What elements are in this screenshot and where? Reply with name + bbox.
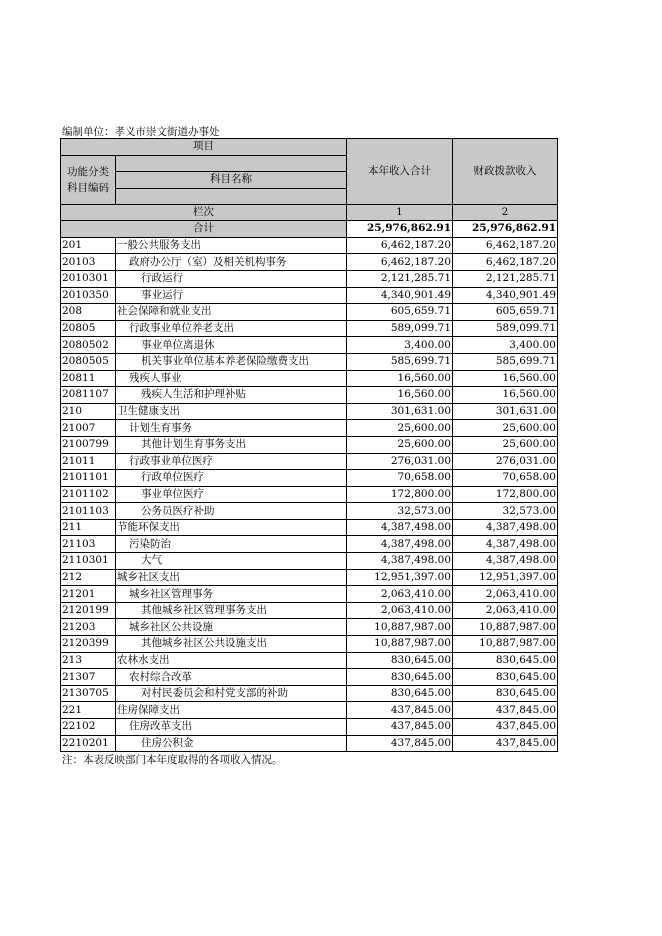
name-cell: 行政事业单位养老支出 xyxy=(116,320,347,337)
fiscal-value-cell: 16,560.00 xyxy=(453,387,558,404)
total-income-header: 本年收入合计 xyxy=(347,139,453,205)
name-cell: 残疾人事业 xyxy=(116,370,347,387)
fiscal-value-cell: 4,340,901.49 xyxy=(453,287,558,304)
code-cell: 2101103 xyxy=(61,503,116,520)
table-row xyxy=(61,519,558,536)
income-value-cell: 70,658.00 xyxy=(347,470,453,487)
table-row xyxy=(61,553,558,570)
table-row xyxy=(61,486,558,503)
table-row xyxy=(61,735,558,752)
income-value-cell: 10,887,987.00 xyxy=(347,619,453,636)
income-value-cell: 605,659.71 xyxy=(347,304,453,321)
income-value-cell: 2,121,285.71 xyxy=(347,270,453,287)
code-cell: 2010350 xyxy=(61,287,116,304)
item-header: 项目 xyxy=(61,139,347,156)
compiling-unit: 编制单位：孝义市崇文街道办事处 xyxy=(62,126,220,138)
total-value-income: 25,976,862.91 xyxy=(347,221,453,238)
fiscal-value-cell: 437,845.00 xyxy=(453,702,558,719)
code-cell: 201 xyxy=(61,237,116,254)
code-cell: 21011 xyxy=(61,453,116,470)
table-row xyxy=(61,685,558,702)
fiscal-value-cell: 830,645.00 xyxy=(453,669,558,686)
name-cell: 事业运行 xyxy=(116,287,347,304)
income-value-cell: 25,600.00 xyxy=(347,420,453,437)
income-value-cell: 2,063,410.00 xyxy=(347,586,453,603)
table-row xyxy=(61,304,558,321)
name-cell: 城乡社区管理事务 xyxy=(116,586,347,603)
name-cell: 行政事业单位医疗 xyxy=(116,453,347,470)
fiscal-value-cell: 6,462,187.20 xyxy=(453,237,558,254)
income-value-cell: 32,573.00 xyxy=(347,503,453,520)
name-cell: 卫生健康支出 xyxy=(116,403,347,420)
fiscal-value-cell: 830,645.00 xyxy=(453,685,558,702)
fiscal-value-cell: 12,951,397.00 xyxy=(453,569,558,586)
table-row xyxy=(61,719,558,736)
code-cell: 213 xyxy=(61,652,116,669)
code-cell: 211 xyxy=(61,519,116,536)
table-row xyxy=(61,254,558,271)
table-row xyxy=(61,237,558,254)
code-cell: 2010301 xyxy=(61,270,116,287)
fiscal-value-cell: 10,887,987.00 xyxy=(453,619,558,636)
fiscal-header: 财政拨款收入 xyxy=(453,139,558,205)
name-cell: 残疾人生活和护理补贴 xyxy=(116,387,347,404)
code-cell: 221 xyxy=(61,702,116,719)
code-cell: 210 xyxy=(61,403,116,420)
table-row xyxy=(61,420,558,437)
income-table-body xyxy=(61,139,558,752)
seq-row xyxy=(61,204,558,221)
income-value-cell: 10,887,987.00 xyxy=(347,636,453,653)
income-value-cell: 16,560.00 xyxy=(347,387,453,404)
income-value-cell: 3,400.00 xyxy=(347,337,453,354)
income-value-cell: 4,387,498.00 xyxy=(347,536,453,553)
code-cell: 2101102 xyxy=(61,486,116,503)
table-row xyxy=(61,586,558,603)
code-cell: 21007 xyxy=(61,420,116,437)
code-cell: 2080505 xyxy=(61,353,116,370)
spacer-cell xyxy=(116,188,347,204)
name-cell: 污染防治 xyxy=(116,536,347,553)
code-cell: 22102 xyxy=(61,719,116,736)
income-value-cell: 301,631.00 xyxy=(347,403,453,420)
income-value-cell: 589,099.71 xyxy=(347,320,453,337)
name-cell: 城乡社区支出 xyxy=(116,569,347,586)
income-value-cell: 172,800.00 xyxy=(347,486,453,503)
table-row xyxy=(61,370,558,387)
code-cell: 208 xyxy=(61,304,116,321)
table-row xyxy=(61,470,558,487)
code-cell: 2081107 xyxy=(61,387,116,404)
income-value-cell: 2,063,410.00 xyxy=(347,602,453,619)
table-row xyxy=(61,569,558,586)
code-cell: 21103 xyxy=(61,536,116,553)
fiscal-value-cell: 32,573.00 xyxy=(453,503,558,520)
fiscal-value-cell: 437,845.00 xyxy=(453,735,558,752)
income-value-cell: 4,387,498.00 xyxy=(347,519,453,536)
income-value-cell: 830,645.00 xyxy=(347,669,453,686)
name-cell: 公务员医疗补助 xyxy=(116,503,347,520)
income-value-cell: 6,462,187.20 xyxy=(347,254,453,271)
code-cell: 2110301 xyxy=(61,553,116,570)
table-row xyxy=(61,619,558,636)
fiscal-value-cell: 437,845.00 xyxy=(453,719,558,736)
income-table xyxy=(60,138,558,752)
income-value-cell: 276,031.00 xyxy=(347,453,453,470)
table-row xyxy=(61,652,558,669)
name-cell: 住房公积金 xyxy=(116,735,347,752)
footnote: 注：本表反映部门本年度取得的各项收入情况。 xyxy=(62,754,283,766)
fiscal-value-cell: 276,031.00 xyxy=(453,453,558,470)
income-value-cell: 25,600.00 xyxy=(347,436,453,453)
income-value-cell: 4,387,498.00 xyxy=(347,553,453,570)
table-row xyxy=(61,403,558,420)
code-cell: 2080502 xyxy=(61,337,116,354)
table-row xyxy=(61,702,558,719)
income-value-cell: 6,462,187.20 xyxy=(347,237,453,254)
name-cell: 住房改革支出 xyxy=(116,719,347,736)
code-cell: 2101101 xyxy=(61,470,116,487)
code-cell: 20103 xyxy=(61,254,116,271)
header-row-1 xyxy=(61,139,558,156)
table-row xyxy=(61,320,558,337)
name-cell: 行政运行 xyxy=(116,270,347,287)
fiscal-value-cell: 172,800.00 xyxy=(453,486,558,503)
name-cell: 计划生育事务 xyxy=(116,420,347,437)
table-row xyxy=(61,602,558,619)
table-row xyxy=(61,636,558,653)
seq-2: 2 xyxy=(453,204,558,221)
table-row xyxy=(61,503,558,520)
name-cell: 其他计划生育事务支出 xyxy=(116,436,347,453)
code-cell: 2120199 xyxy=(61,602,116,619)
fiscal-value-cell: 2,063,410.00 xyxy=(453,602,558,619)
name-cell: 农林水支出 xyxy=(116,652,347,669)
fiscal-value-cell: 25,600.00 xyxy=(453,420,558,437)
name-cell: 行政单位医疗 xyxy=(116,470,347,487)
income-value-cell: 437,845.00 xyxy=(347,702,453,719)
fiscal-value-cell: 589,099.71 xyxy=(453,320,558,337)
fiscal-value-cell: 6,462,187.20 xyxy=(453,254,558,271)
name-cell: 事业单位离退休 xyxy=(116,337,347,354)
name-cell: 其他城乡社区公共设施支出 xyxy=(116,636,347,653)
code-cell: 20805 xyxy=(61,320,116,337)
table-row xyxy=(61,453,558,470)
name-cell: 节能环保支出 xyxy=(116,519,347,536)
name-cell: 农村综合改革 xyxy=(116,669,347,686)
fiscal-value-cell: 10,887,987.00 xyxy=(453,636,558,653)
total-value-fiscal: 25,976,862.91 xyxy=(453,221,558,238)
name-cell: 机关事业单位基本养老保险缴费支出 xyxy=(116,353,347,370)
table-row xyxy=(61,270,558,287)
fiscal-value-cell: 605,659.71 xyxy=(453,304,558,321)
spacer-cell xyxy=(116,155,347,171)
income-value-cell: 585,699.71 xyxy=(347,353,453,370)
name-cell: 其他城乡社区管理事务支出 xyxy=(116,602,347,619)
code-cell: 21307 xyxy=(61,669,116,686)
seq-1: 1 xyxy=(347,204,453,221)
seq-label: 栏次 xyxy=(61,204,347,221)
code-cell: 212 xyxy=(61,569,116,586)
table-row xyxy=(61,337,558,354)
name-cell: 对村民委员会和村党支部的补助 xyxy=(116,685,347,702)
fiscal-value-cell: 4,387,498.00 xyxy=(453,553,558,570)
total-row xyxy=(61,221,558,238)
name-cell: 事业单位医疗 xyxy=(116,486,347,503)
fiscal-value-cell: 25,600.00 xyxy=(453,436,558,453)
table-row xyxy=(61,353,558,370)
fiscal-value-cell: 585,699.71 xyxy=(453,353,558,370)
code-col-header: 功能分类科目编码 xyxy=(61,155,116,204)
income-value-cell: 437,845.00 xyxy=(347,719,453,736)
fiscal-value-cell: 4,387,498.00 xyxy=(453,536,558,553)
total-label: 合计 xyxy=(61,221,347,238)
name-col-header: 科目名称 xyxy=(116,171,347,188)
fiscal-value-cell: 2,063,410.00 xyxy=(453,586,558,603)
code-cell: 2130705 xyxy=(61,685,116,702)
fiscal-value-cell: 301,631.00 xyxy=(453,403,558,420)
name-cell: 一般公共服务支出 xyxy=(116,237,347,254)
code-cell: 20811 xyxy=(61,370,116,387)
fiscal-value-cell: 830,645.00 xyxy=(453,652,558,669)
table-row xyxy=(61,387,558,404)
income-value-cell: 437,845.00 xyxy=(347,735,453,752)
fiscal-value-cell: 2,121,285.71 xyxy=(453,270,558,287)
income-value-cell: 830,645.00 xyxy=(347,685,453,702)
name-cell: 住房保障支出 xyxy=(116,702,347,719)
income-value-cell: 16,560.00 xyxy=(347,370,453,387)
code-cell: 2100799 xyxy=(61,436,116,453)
fiscal-value-cell: 16,560.00 xyxy=(453,370,558,387)
fiscal-value-cell: 3,400.00 xyxy=(453,337,558,354)
table-row xyxy=(61,287,558,304)
income-value-cell: 4,340,901.49 xyxy=(347,287,453,304)
code-cell: 2120399 xyxy=(61,636,116,653)
name-cell: 大气 xyxy=(116,553,347,570)
code-cell: 2210201 xyxy=(61,735,116,752)
name-cell: 城乡社区公共设施 xyxy=(116,619,347,636)
fiscal-value-cell: 4,387,498.00 xyxy=(453,519,558,536)
income-value-cell: 830,645.00 xyxy=(347,652,453,669)
table-row xyxy=(61,536,558,553)
fiscal-value-cell: 70,658.00 xyxy=(453,470,558,487)
name-cell: 社会保障和就业支出 xyxy=(116,304,347,321)
code-cell: 21201 xyxy=(61,586,116,603)
table-row xyxy=(61,436,558,453)
name-cell: 政府办公厅（室）及相关机构事务 xyxy=(116,254,347,271)
table-row xyxy=(61,669,558,686)
code-cell: 21203 xyxy=(61,619,116,636)
income-value-cell: 12,951,397.00 xyxy=(347,569,453,586)
